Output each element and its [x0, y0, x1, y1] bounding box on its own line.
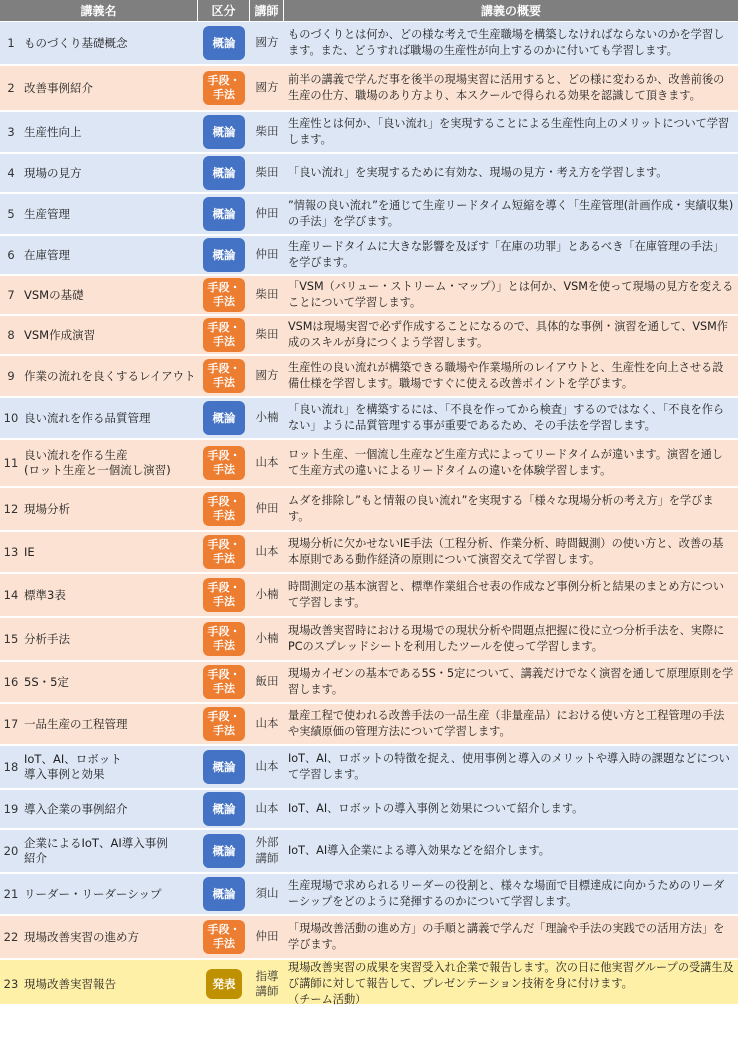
- category-cell: [198, 790, 250, 828]
- lecture-number: 4: [7, 166, 15, 180]
- lecture-name: IoT、AI、ロボット 導入事例と効果: [24, 752, 122, 781]
- lecture-name: 生産性向上: [24, 124, 82, 139]
- lecture-name: 5S・5定: [24, 674, 69, 689]
- lecture-description: 現場カイゼンの基本である5S・5定について、講義だけでなく演習を通して原理原則を学習します。: [288, 666, 734, 696]
- category-badge: 概論: [203, 401, 245, 435]
- category-badge: 手段・手法: [203, 318, 245, 352]
- table-row: [0, 440, 738, 488]
- lecture-description: 量産工程で使われる改善手法の一品生産（非量産品）における使い方と工程管理の手法や実績原価の管理方法について学習します。: [288, 708, 725, 738]
- table-row: [0, 398, 738, 440]
- category-cell: [198, 532, 250, 572]
- lecture-name: 改善事例紹介: [24, 80, 93, 95]
- lecture-number: 19: [3, 802, 19, 816]
- table-row: [0, 746, 738, 790]
- lecture-name: 一品生産の工程管理: [24, 716, 128, 731]
- category-badge: 手段・手法: [203, 278, 245, 312]
- lecture-number: 2: [7, 81, 15, 95]
- lecture-description: 現場改善実習の成果を実習受入れ企業で報告します。次の日に他実習グループの受講生及び講師に対して報告して、プレゼンテーション技術を身に付けます。 （チーム活動）: [288, 961, 734, 1007]
- lecture-description: VSMは現場実習で必ず作成することになるので、具体的な事例・演習を通して、VSM作成のスキルが身につくよう学習します。: [288, 319, 728, 349]
- header-category: 区分: [198, 0, 250, 21]
- category-cell: [198, 194, 250, 234]
- category-badge: 手段・手法: [203, 578, 245, 612]
- lecture-number: 5: [7, 207, 15, 221]
- category-badge: 概論: [203, 834, 245, 868]
- lecture-number: 18: [3, 760, 19, 774]
- lecture-description: 生産現場で求められるリーダーの役割と、様々な場面で目標達成に向かうためのリーダーシップをどのように発揮するのかについて学習します。: [288, 878, 725, 908]
- instructor: 外部 講師: [255, 835, 279, 865]
- lecture-description: 現場分析に欠かせないIE手法（工程分析、作業分析、時間観測）の使い方と、改善の基本原則である動作経済の原則について演習交えて学習します。: [288, 536, 724, 566]
- category-cell: [198, 874, 250, 914]
- category-cell: [198, 154, 250, 192]
- lecture-number: 6: [7, 248, 15, 262]
- category-badge: 手段・手法: [203, 492, 245, 526]
- header-overview: 講義の概要: [480, 4, 541, 18]
- instructor: 柴田: [255, 165, 279, 180]
- table-header: [0, 0, 738, 22]
- lecture-description: ムダを排除し”もと情報の良い流れ”を実現する「様々な現場分析の考え方」を学びます。: [288, 493, 714, 523]
- category-cell: [198, 398, 250, 438]
- category-badge: 概論: [203, 156, 245, 190]
- lecture-name: 分析手法: [24, 631, 70, 646]
- lecture-description: 「VSM（バリュー・ストリーム・マップ）」とは何か、VSMを使って現場の見方を変えることについて学習します。: [288, 279, 734, 309]
- table-row: [0, 916, 738, 960]
- lecture-name: 導入企業の事例紹介: [24, 801, 128, 816]
- category-cell: [198, 618, 250, 660]
- table-row: [0, 194, 738, 236]
- category-cell: [198, 236, 250, 274]
- category-cell: [198, 440, 250, 486]
- table-row: [0, 874, 738, 916]
- category-cell: [198, 316, 250, 354]
- lecture-description: ものづくりとは何か、どの様な考えで生産職場を構築しなければならないのかを学習します。また、どうすれば職場の生産性が向上するのかに付いても学習します。: [288, 27, 725, 57]
- lecture-name: VSM作成演習: [24, 327, 96, 342]
- category-cell: [198, 960, 250, 1009]
- lecture-description: IoT、AI、ロボットの特徴を捉え、使用事例と導入のメリットや導入時の課題などについて学習します。: [288, 751, 730, 781]
- lecture-number: 14: [3, 588, 19, 602]
- table-row: [0, 574, 738, 618]
- lecture-number: 9: [7, 369, 15, 383]
- category-badge: 手段・手法: [203, 707, 245, 741]
- instructor: 小楠: [255, 410, 279, 425]
- category-badge: 手段・手法: [203, 71, 245, 105]
- lecture-name: 良い流れを作る生産 (ロット生産と一個流し演習): [24, 448, 171, 477]
- table-row: [0, 532, 738, 574]
- lecture-description: 前半の講義で学んだ事を後半の現場実習に活用すると、どの様に変わるか、改善前後の生産の仕方、職場のあり方より、本スクールで得られる効果を認識して頂きます。: [288, 72, 725, 102]
- lecture-name: IE: [24, 544, 35, 559]
- instructor: 山本: [255, 455, 279, 470]
- lecture-description: 現場改善実習時における現場での現状分析や問題点把握に役に立つ分析手法を、実際にPCのスプレッドシートを利用したツールを使って学習します。: [288, 623, 725, 653]
- lecture-name: 良い流れを作る品質管理: [24, 410, 151, 425]
- lecture-description: ”情報の良い流れ”を通じて生産リードタイム短縮を導く「生産管理(計画作成・実績収集)の手法」を学びます。: [288, 198, 734, 228]
- table-row: [0, 236, 738, 276]
- instructor: 小楠: [255, 631, 279, 646]
- table-row: [0, 790, 738, 830]
- table-row: [0, 662, 738, 704]
- lecture-name: 在庫管理: [24, 247, 70, 262]
- table-row: [0, 22, 738, 66]
- lecture-number: 3: [7, 125, 15, 139]
- lecture-description: 生産性とは何か、「良い流れ」を実現することによる生産性向上のメリットについて学習します。: [288, 116, 730, 146]
- category-badge: 概論: [203, 877, 245, 911]
- table-row: [0, 316, 738, 356]
- lecture-number: 23: [3, 977, 19, 992]
- lecture-number: 11: [3, 456, 19, 470]
- category-badge: 概論: [203, 238, 245, 272]
- category-cell: [198, 704, 250, 744]
- lecture-number: 7: [7, 288, 15, 302]
- lecture-description: IoT、AI導入企業による導入効果などを紹介します。: [288, 843, 550, 857]
- instructor: 山本: [255, 544, 279, 559]
- category-cell: [198, 276, 250, 314]
- category-cell: [198, 488, 250, 530]
- lecture-name: 作業の流れを良くするレイアウト: [24, 368, 196, 383]
- instructor: 仲田: [255, 501, 279, 516]
- category-cell: [198, 66, 250, 110]
- table-row: [0, 960, 738, 1006]
- lecture-name: 企業によるIoT、AI導入事例 紹介: [24, 836, 168, 865]
- instructor: 仲田: [255, 206, 279, 221]
- lecture-description: 時間測定の基本演習と、標準作業組合せ表の作成など事例分析と結果のまとめ方について学習します。: [288, 579, 725, 609]
- table-row: [0, 276, 738, 316]
- lecture-name: 現場分析: [24, 501, 70, 516]
- instructor: 指導 講師: [255, 968, 279, 999]
- category-badge: 手段・手法: [203, 535, 245, 569]
- lecture-name: 現場の見方: [24, 165, 82, 180]
- lecture-description: 「良い流れ」を構築するには、「不良を作ってから検査」するのではなく、「不良を作らない」ように品質管理する事が重要であるため、その手法を学習します。: [288, 402, 725, 432]
- instructor: 山本: [255, 759, 279, 774]
- instructor: 飯田: [255, 674, 279, 689]
- header-name: 講義名: [0, 0, 198, 21]
- lecture-number: 13: [3, 545, 19, 559]
- category-cell: [198, 746, 250, 788]
- lecture-number: 12: [3, 502, 19, 516]
- category-badge: 手段・手法: [203, 359, 245, 393]
- lecture-description: 「現場改善活動の進め方」の手順と講義で学んだ「理論や手法の実践での活用方法」を学びます。: [288, 921, 725, 951]
- lecture-description: IoT、AI、ロボットの導入事例と効果について紹介します。: [288, 801, 584, 815]
- instructor: 小楠: [255, 587, 279, 602]
- lecture-description: 生産性の良い流れが構築できる職場や作業場所のレイアウトと、生産性を向上させる設備仕様を学習します。職場ですぐに使える改善ポイントを学びます。: [288, 360, 724, 390]
- category-badge: 概論: [203, 792, 245, 826]
- instructor: 柴田: [255, 327, 279, 342]
- table-row: [0, 488, 738, 532]
- lecture-number: 21: [3, 887, 19, 901]
- category-badge: 手段・手法: [203, 920, 245, 954]
- category-badge: 手段・手法: [203, 665, 245, 699]
- category-badge: 概論: [203, 197, 245, 231]
- lecture-number: 20: [3, 844, 19, 858]
- instructor: 柴田: [255, 287, 279, 302]
- category-badge: 概論: [203, 26, 245, 60]
- table-row: [0, 356, 738, 398]
- category-cell: [198, 574, 250, 616]
- category-badge: 概論: [203, 750, 245, 784]
- lecture-description: 生産リードタイムに大きな影響を及ぼす「在庫の功罪」とあるべき「在庫管理の手法」を学びます。: [288, 239, 725, 269]
- table-row: [0, 154, 738, 194]
- lecture-number: 10: [3, 411, 19, 425]
- category-badge: 発表: [206, 969, 242, 999]
- category-cell: [198, 662, 250, 702]
- table-row: [0, 830, 738, 874]
- instructor: 仲田: [255, 929, 279, 944]
- category-cell: [198, 830, 250, 872]
- lecture-description: ロット生産、一個流し生産など生産方式によってリードタイムが違います。演習を通して生産方式の違いによるリードタイムの違いを体験学習します。: [288, 447, 723, 477]
- lecture-name: リーダー・リーダーシップ: [24, 886, 162, 901]
- header-instructor: 講師: [250, 0, 284, 21]
- lecture-number: 8: [7, 328, 15, 342]
- category-cell: [198, 916, 250, 958]
- lecture-number: 22: [3, 930, 19, 944]
- table-row: [0, 704, 738, 746]
- instructor: 國方: [255, 35, 279, 50]
- lecture-name: ものづくり基礎概念: [24, 35, 128, 50]
- instructor: 須山: [255, 886, 279, 901]
- instructor: 國方: [255, 368, 279, 383]
- lecture-name: VSMの基礎: [24, 287, 84, 302]
- table-row: [0, 112, 738, 154]
- table-row: [0, 618, 738, 662]
- lecture-number: 16: [3, 675, 19, 689]
- lecture-name: 現場改善実習報告: [24, 976, 116, 991]
- lecture-name: 生産管理: [24, 206, 70, 221]
- lecture-name: 現場改善実習の進め方: [24, 929, 139, 944]
- category-badge: 手段・手法: [203, 446, 245, 480]
- category-badge: 手段・手法: [203, 622, 245, 656]
- instructor: 山本: [255, 801, 279, 816]
- instructor: 山本: [255, 716, 279, 731]
- lecture-name: 標準3表: [24, 587, 66, 602]
- table-row: [0, 66, 738, 112]
- lecture-description: 「良い流れ」を実現するために有効な、現場の見方・考え方を学習します。: [288, 165, 668, 179]
- instructor: 仲田: [255, 247, 279, 262]
- lecture-table: [0, 22, 738, 1006]
- lecture-number: 1: [7, 36, 15, 50]
- instructor: 柴田: [255, 124, 279, 139]
- category-cell: [198, 356, 250, 396]
- instructor: 國方: [255, 80, 279, 95]
- lecture-number: 15: [3, 632, 19, 646]
- category-cell: [198, 22, 250, 64]
- category-cell: [198, 112, 250, 152]
- category-badge: 概論: [203, 115, 245, 149]
- lecture-number: 17: [3, 717, 19, 731]
